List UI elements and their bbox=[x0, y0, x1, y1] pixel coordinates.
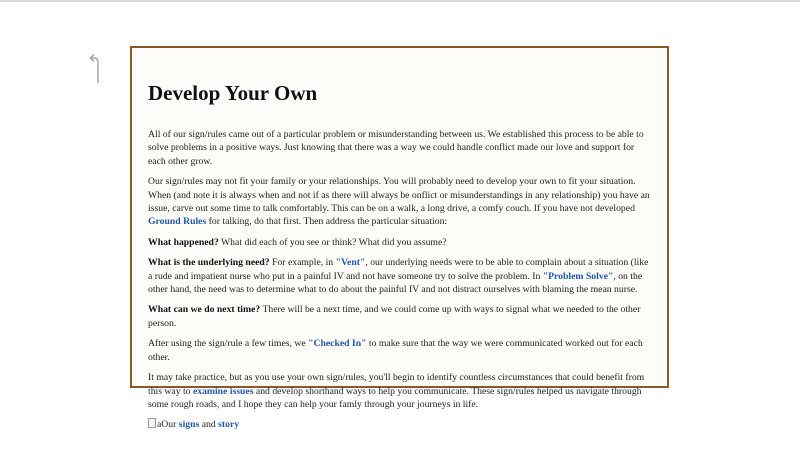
intro-text: All of our sign/rules came out of a particular problem or misunderstanding between us. We established this process to be able to solve problems in a positive ways. Just knowing that there was a way we could handle conflict made our love and support for each other grow. bbox=[148, 129, 644, 167]
checked-in-text-end: to make sure that the way we were communicated worked out for each other. bbox=[148, 338, 643, 363]
relationship-paragraph bbox=[148, 175, 650, 229]
problem-solve-link[interactable]: "Problem Solve" bbox=[542, 270, 614, 282]
checked-in-text: After using the sign/rule a few times, we bbox=[148, 338, 309, 350]
relationship-text-end: for talking, do that first. Then address the particular situation: bbox=[206, 216, 448, 228]
checked-in-link[interactable]: "Checked In" bbox=[308, 338, 367, 350]
next-time-heading: What can we do next time? bbox=[148, 304, 261, 316]
underlying-need-paragraph bbox=[148, 256, 650, 296]
intro-paragraph bbox=[148, 128, 650, 168]
checked-in-paragraph bbox=[148, 337, 650, 364]
and-text: and bbox=[199, 419, 219, 431]
ground-rules-link[interactable]: Ground Rules bbox=[148, 216, 207, 228]
footer-paragraph bbox=[148, 418, 650, 431]
closing-text: It may take practice, but as you use your own sign/rules, you'll begin to identify countless circumstances that could benefit from this way to bbox=[148, 372, 645, 397]
closing-text-end: and develop shorthand ways to help you communicate. These sign/rules helped us navigate through some rough roads, and I hope they can help your famly through your journeys in life. bbox=[148, 385, 642, 410]
underlying-need-heading: What is the underlying need? bbox=[148, 257, 270, 269]
story-link[interactable]: story bbox=[218, 419, 240, 431]
next-time-paragraph bbox=[148, 303, 650, 330]
top-divider bbox=[0, 0, 800, 2]
image-alt-text: aOur bbox=[157, 419, 177, 431]
broken-image-icon bbox=[148, 418, 156, 428]
content-card bbox=[130, 46, 669, 431]
what-happened-heading: What happened? bbox=[148, 236, 219, 248]
relationship-text: Our sign/rules may not fit your family or your relationships. You will probably need to develop your own to fit your situation. When (and note it is always when and not if as there will always be onflict or misunderstandings in any relationship) you have an issue, carve out some time to talk comfortably. This can be on a walk, a long drive, a comfy couch. If you have not developed bbox=[148, 176, 650, 215]
examine-issues-link[interactable]: examine issues bbox=[192, 385, 254, 397]
closing-paragraph bbox=[148, 371, 650, 411]
what-happened-paragraph bbox=[148, 236, 650, 249]
return-arrow-icon[interactable] bbox=[88, 53, 108, 85]
page-title: Develop Your Own bbox=[148, 81, 318, 105]
signs-link[interactable]: signs bbox=[178, 419, 200, 431]
next-time-text: There will be a next time, and we could come up with ways to signal what we needed to the other person. bbox=[148, 304, 641, 329]
underlying-need-text-2: , our underlying needs were to be able to complain about a situation (like a rude and impatient nurse who put in a painful IV and not have someone try to solve the problem. In bbox=[148, 257, 649, 282]
what-happened-text: What did each of you see or think? What did you assume? bbox=[218, 236, 447, 248]
vent-link[interactable]: "Vent" bbox=[335, 257, 366, 269]
underlying-need-text-3: , on the other hand, the need was to determine what to do about the painful IV and not distract ourselves with blaming the mean nurse. bbox=[148, 270, 643, 296]
underlying-need-text-1: For example, in bbox=[269, 257, 336, 269]
